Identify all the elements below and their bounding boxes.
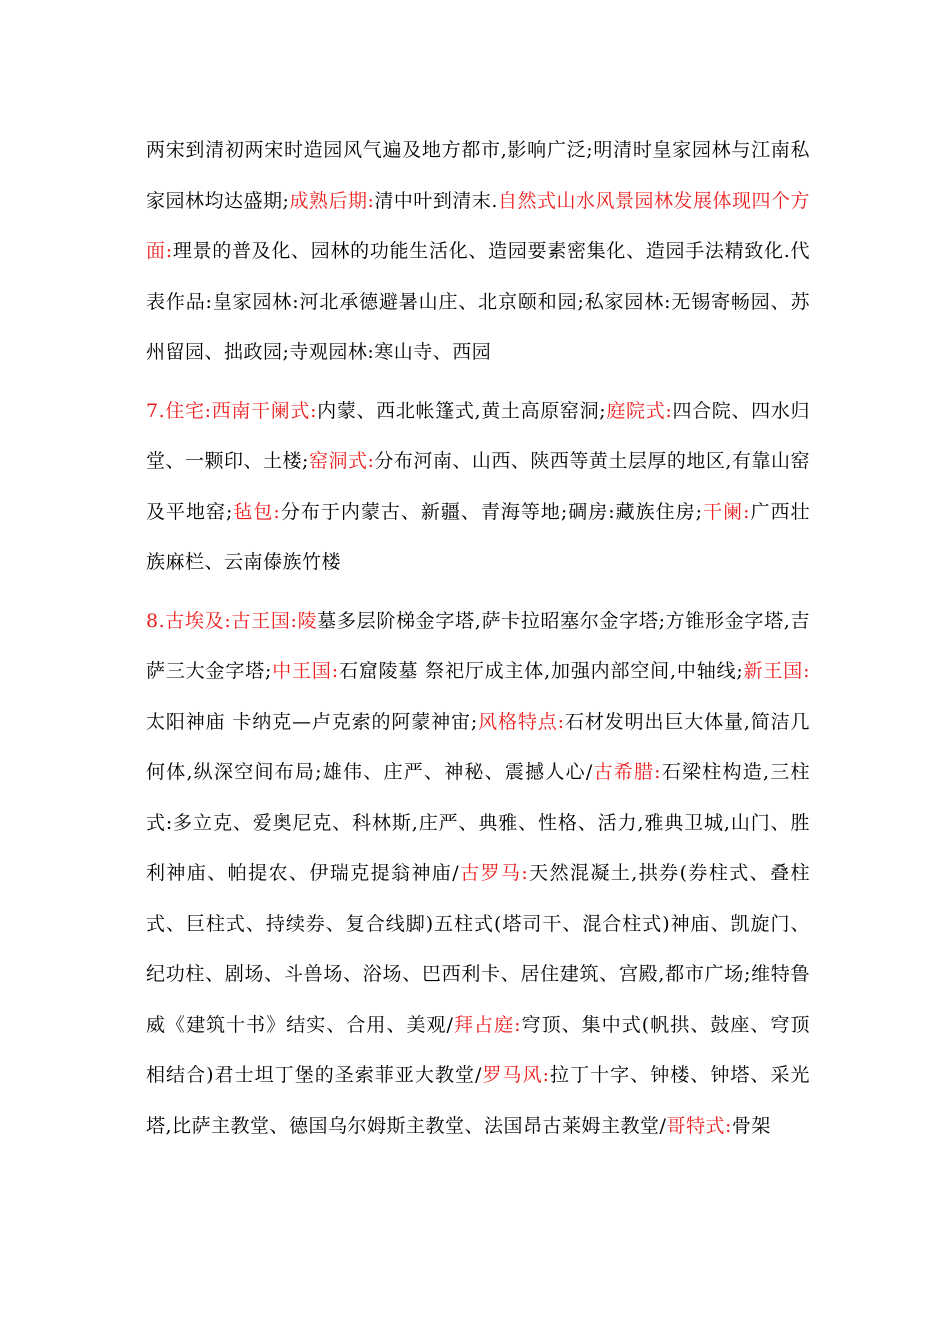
highlight-term: 风格特点: [477, 710, 565, 733]
text-span: 分布河南、山西、陕西等黄土层厚的地区,有靠山窑及平地窑; [146, 450, 810, 523]
highlight-term: 古罗马: [459, 862, 529, 884]
highlight-term: 新王国: [743, 660, 810, 682]
paragraph-garden-history [146, 125, 810, 378]
text-span: 拉丁十字、钟楼、钟塔、采光塔,比萨主教堂、德国乌尔姆斯主教堂、法国昂古莱姆主教堂/ [146, 1064, 810, 1137]
highlight-term: 古王国:陵 [231, 609, 318, 632]
highlight-term: 古希腊: [592, 761, 662, 783]
highlight-term: 干阑: [702, 500, 750, 523]
text-span: 理景的普及化、园林的功能生活化、造园要素密集化、造园手法精致化.代表作品:皇家园林:河北承德避暑山庄、北京颐和园;私家园林:无锡寄畅园、苏州留园、拙政园;寺观园林:寒山寺、西园 [146, 240, 810, 363]
paragraph-dwellings [146, 386, 810, 588]
highlight-term: 拜占庭: [453, 1013, 522, 1036]
text-span: 穹顶、集中式(帆拱、鼓座、穹顶相结合)君士坦丁堡的圣索菲亚大教堂/ [146, 1013, 811, 1086]
highlight-term: 西南干阑式: [211, 399, 317, 422]
text-span: 分布于内蒙古、新疆、青海等地;碉房:藏族住房; [280, 500, 703, 523]
text-span: 石窟陵墓 祭祀厅成主体,加强内部空间,中轴线; [338, 660, 744, 682]
text-span: 墓多层阶梯金字塔,萨卡拉昭塞尔金字塔;方锥形金字塔,吉萨三大金字塔; [146, 609, 810, 682]
text-span: 太阳神庙 卡纳克—卢克索的阿蒙神宙; [146, 710, 478, 733]
highlight-term: 中王国: [271, 660, 339, 682]
document-page [146, 125, 810, 1159]
text-span: 石梁柱构造,三柱式:多立克、爱奥尼克、科林斯,庄严、典雅、性格、活力,雅典卫城,山门、胜利神庙、帕提农、伊瑞克提翁神庙/ [146, 761, 810, 884]
highlight-term: 7.住宅: [146, 399, 212, 422]
highlight-term: 庭院式: [606, 399, 673, 422]
text-span: 广西壮族麻栏、云南傣族竹楼 [146, 500, 810, 573]
highlight-term: 窑洞式: [308, 450, 375, 472]
text-span: 骨架 [731, 1114, 771, 1137]
paragraph-western-architecture [146, 596, 810, 1152]
highlight-term: 哥特式: [666, 1114, 732, 1137]
text-span: 内蒙、西北帐篷式,黄土高原窑洞; [316, 399, 607, 422]
text-span: 天然混凝土,拱券(券柱式、叠柱式、巨柱式、持续券、复合线脚)五柱式(塔司干、混合柱式)神庙、凯旋门、纪功柱、剧场、斗兽场、浴场、巴西利卡、居住建筑、宫殿,都市广场;维特鲁威《建筑十书》结实、合用、美观/ [146, 862, 810, 1036]
highlight-term: 成熟后期: [289, 189, 375, 212]
highlight-term: 罗马风: [481, 1064, 550, 1086]
text-span: 两宋到清初两宋时造园风气遍及地方都市,影响广泛;明清时皇家园林与江南私家园林均达盛期; [146, 139, 810, 212]
highlight-term: 毡包: [232, 500, 281, 523]
text-span: 石材发明出巨大体量,简洁几何体,纵深空间布局;雄伟、庄严、神秘、震撼人心/ [146, 710, 810, 783]
highlight-term: 自然式山水风景园林发展体现四个方面: [146, 189, 810, 262]
text-span: 清中叶到清末. [374, 189, 498, 212]
text-span: 四合院、四水归堂、一颗印、土楼; [146, 399, 810, 472]
highlight-term: 8.古埃及: [146, 609, 232, 632]
